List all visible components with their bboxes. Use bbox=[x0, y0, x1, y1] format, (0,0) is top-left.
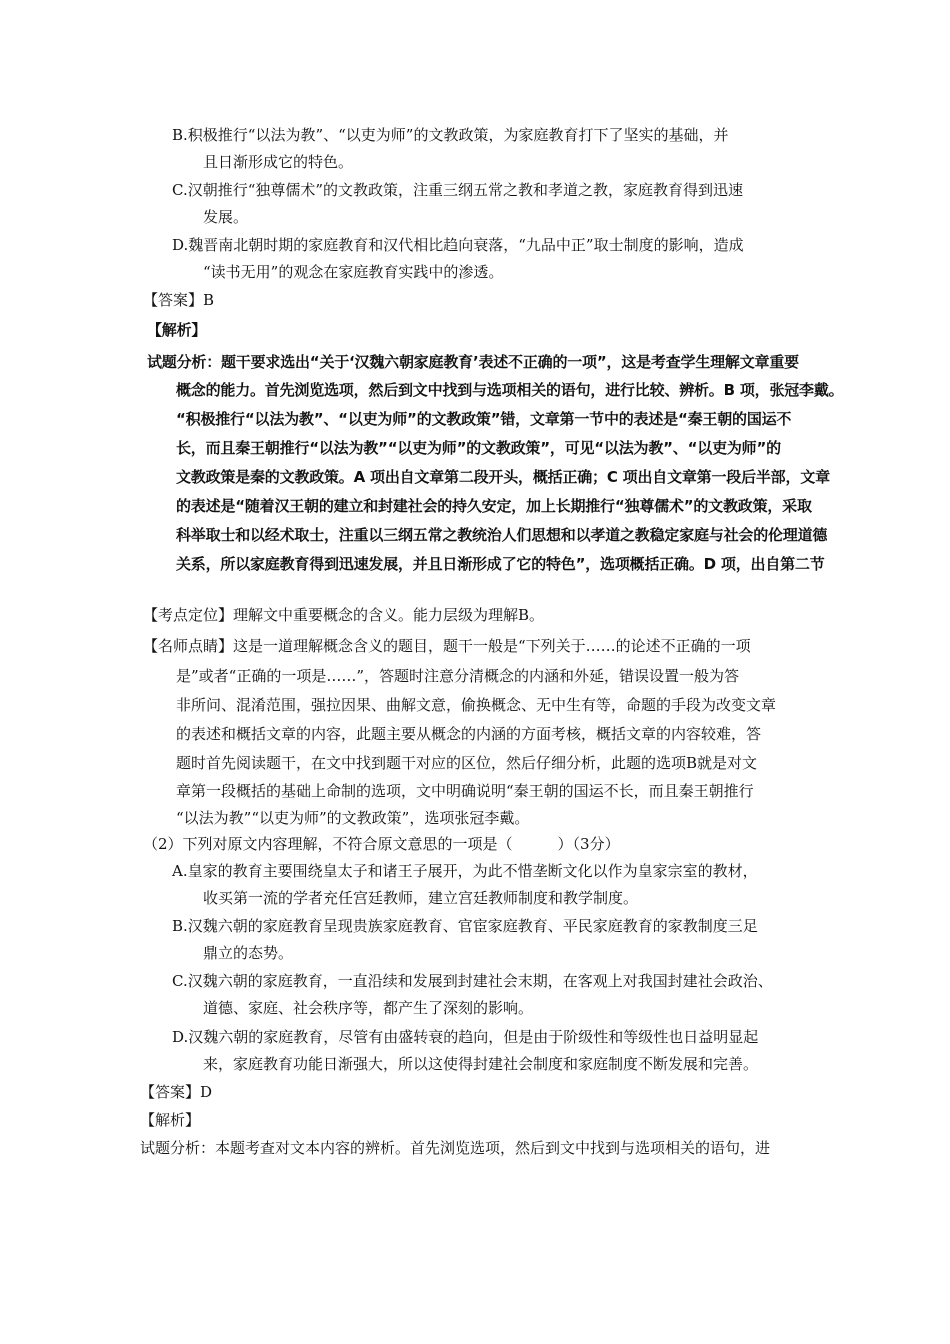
q1-answer: 【答案】B bbox=[143, 291, 215, 309]
q2-analysis-line: 试题分析：本题考查对文本内容的辨析。首先浏览选项，然后到文中找到与选项相关的语句，进 bbox=[140, 1139, 771, 1157]
q2-option-a-line1: A.皇家的教育主要围绕皇太子和诸王子展开，为此不惜垄断文化以作为皇家宗室的教材， bbox=[172, 862, 758, 880]
q1-option-d-line1: D.魏晋南北朝时期的家庭教育和汉代相比趋向衰落，“九品中正”取士制度的影响，造成 bbox=[172, 236, 744, 254]
q2-option-d-line2: 来，家庭教育功能日渐强大，所以这使得封建社会制度和家庭制度不断发展和完善。 bbox=[203, 1055, 759, 1073]
q1-analysis-line: 关系，所以家庭教育得到迅速发展，并且日渐形成了它的特色”，选项概括正确。D 项，出自第二节 bbox=[176, 555, 825, 573]
q1-analysis-line: 长，而且秦王朝推行“以法为教”“以吏为师”的文教政策”，可见“以法为教”、“以吏为师”的 bbox=[176, 439, 781, 457]
q1-kaodian: 【考点定位】理解文中重要概念的含义。能力层级为理解B。 bbox=[143, 606, 545, 624]
q1-option-c-line2: 发展。 bbox=[203, 208, 249, 226]
q2-option-c-line2: 道德、家庭、社会秩序等，都产生了深刻的影响。 bbox=[203, 999, 534, 1017]
q1-mingshi-line: 非所问、混淆范围，强拉因果、曲解文意，偷换概念、无中生有等，命题的手段为改变文章 bbox=[176, 696, 777, 714]
q1-analysis-heading: 【解析】 bbox=[147, 321, 207, 339]
q1-mingshi-line: 的表述和概括文章的内容，此题主要从概念的内涵的方面考核，概括文章的内容较难，答 bbox=[176, 725, 762, 743]
q1-mingshi-line: 题时首先阅读题干，在文中找到题干对应的区位，然后仔细分析，此题的选项B就是对文 bbox=[176, 754, 758, 772]
q2-option-d-line1: D.汉魏六朝的家庭教育，尽管有由盛转衰的趋向，但是由于阶级性和等级性也日益明显起 bbox=[172, 1028, 759, 1046]
q1-option-d-line2: “读书无用”的观念在家庭教育实践中的渗透。 bbox=[203, 263, 504, 281]
q1-analysis-line: 试题分析：题干要求选出“关于‘汉魏六朝家庭教育’表述不正确的一项”，这是考查学生理解文章重要 bbox=[147, 353, 799, 371]
q2-option-b-line1: B.汉魏六朝的家庭教育呈现贵族家庭教育、官宦家庭教育、平民家庭教育的家教制度三足 bbox=[172, 917, 758, 935]
q1-option-b-line1: B.积极推行“以法为教”、“以吏为师”的文教政策，为家庭教育打下了坚实的基础，并 bbox=[172, 126, 729, 144]
q1-option-b-line2: 且日渐形成它的特色。 bbox=[203, 153, 354, 171]
q1-mingshi-line: “以法为教”“以吏为师”的文教政策”，选项张冠李戴。 bbox=[176, 809, 530, 827]
q1-analysis-line: 科举取士和以经术取士，注重以三纲五常之教统治人们思想和以孝道之教稳定家庭与社会的伦理道德 bbox=[176, 526, 828, 544]
q2-answer: 【答案】D bbox=[140, 1083, 213, 1101]
q1-analysis-line: 概念的能力。首先浏览选项，然后到文中找到与选项相关的语句，进行比较、辨析。B 项，张冠李戴。 bbox=[176, 381, 844, 399]
q2-analysis-heading: 【解析】 bbox=[140, 1111, 201, 1129]
q1-analysis-line: “积极推行“以法为教”、“以吏为师”的文教政策”错，文章第一节中的表述是“秦王朝的国运不 bbox=[176, 410, 792, 428]
q2-stem: （2）下列对原文内容理解，不符合原文意思的一项是（ ）（3分） bbox=[143, 835, 620, 853]
q1-analysis-line: 的表述是“随着汉王朝的建立和封建社会的持久安定，加上长期推行“独尊儒术”的文教政策，采取 bbox=[176, 497, 812, 515]
q2-option-a-line2: 收买第一流的学者充任宫廷教师，建立宫廷教师制度和教学制度。 bbox=[203, 889, 639, 907]
q1-mingshi-line: 【名师点睛】这是一道理解概念含义的题目，题干一般是“下列关于……的论述不正确的一项 bbox=[143, 637, 751, 655]
q2-option-c-line1: C.汉魏六朝的家庭教育，一直沿续和发展到封建社会末期，在客观上对我国封建社会政治、 bbox=[172, 972, 773, 990]
q1-mingshi-line: 章第一段概括的基础上命制的选项，文中明确说明“秦王朝的国运不长，而且秦王朝推行 bbox=[176, 782, 754, 800]
q1-analysis-line: 文教政策是秦的文教政策。A 项出自文章第二段开头，概括正确；C 项出自文章第一段后半部，文章 bbox=[176, 468, 830, 486]
q1-mingshi-line: 是”或者“正确的一项是……”，答题时注意分清概念的内涵和外延，错误设置一般为答 bbox=[176, 667, 740, 685]
q1-option-c-line1: C.汉朝推行“独尊儒术”的文教政策，注重三纲五常之教和孝道之教，家庭教育得到迅速 bbox=[172, 181, 744, 199]
q2-option-b-line2: 鼎立的态势。 bbox=[203, 944, 294, 962]
